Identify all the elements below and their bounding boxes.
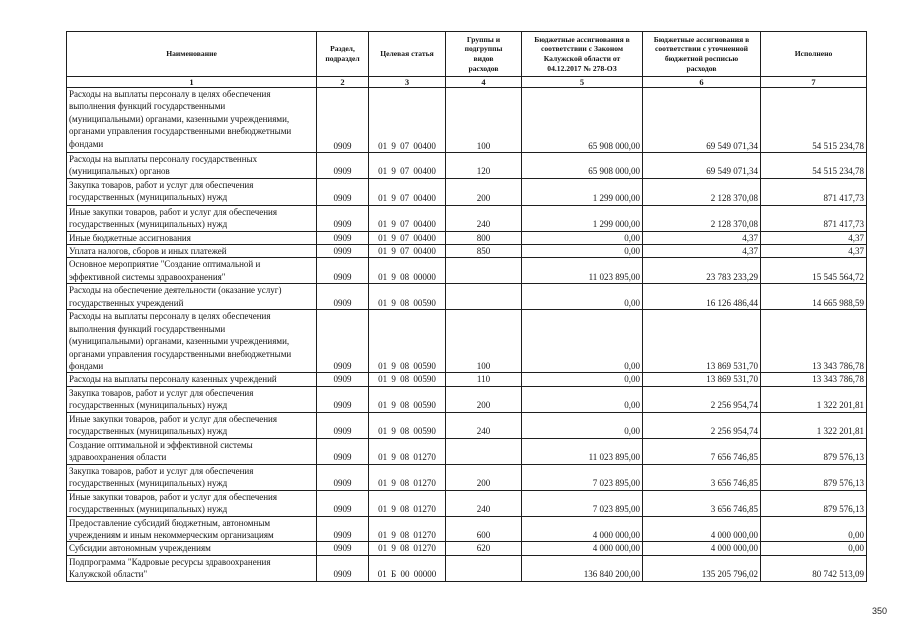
table-row: [67, 88, 867, 153]
column-number: 5: [522, 77, 643, 88]
cell-name: Расходы на выплаты персоналу казенных учреждений: [67, 373, 317, 386]
header-executed: Исполнено: [761, 32, 867, 77]
cell-executed: 871 417,73: [761, 205, 867, 231]
cell-law-allocation: 0,00: [522, 284, 643, 310]
cell-expense-group: 200: [446, 464, 522, 490]
cell-section: 0909: [317, 516, 369, 542]
cell-revised-allocation: 4,37: [643, 231, 761, 244]
cell-section: 0909: [317, 412, 369, 438]
cell-law-allocation: 0,00: [522, 373, 643, 386]
cell-section: 0909: [317, 284, 369, 310]
cell-revised-allocation: 2 256 954,74: [643, 412, 761, 438]
cell-executed: 0,00: [761, 516, 867, 542]
cell-expense-group: 200: [446, 178, 522, 205]
cell-name: Закупка товаров, работ и услуг для обеспечения государственных (муниципальных) нужд: [67, 386, 317, 412]
cell-name: Расходы на выплаты персоналу государственных (муниципальных) органов: [67, 153, 317, 179]
cell-expense-group: 240: [446, 412, 522, 438]
cell-expense-group: [446, 555, 522, 581]
cell-target-article: 01 9 08 00590: [369, 412, 446, 438]
cell-revised-allocation: 4,37: [643, 245, 761, 258]
cell-executed: 0,00: [761, 542, 867, 555]
table-row: [67, 386, 867, 412]
cell-revised-allocation: 69 549 071,34: [643, 153, 761, 179]
cell-law-allocation: 0,00: [522, 231, 643, 244]
cell-section: 0909: [317, 438, 369, 464]
table-row: [67, 412, 867, 438]
cell-target-article: 01 9 07 00400: [369, 205, 446, 231]
column-number: 1: [67, 77, 317, 88]
cell-executed: 80 742 513,09: [761, 555, 867, 581]
cell-revised-allocation: 4 000 000,00: [643, 542, 761, 555]
cell-name: Подпрограмма "Кадровые ресурсы здравоохранения Калужской области": [67, 555, 317, 581]
table-row: [67, 178, 867, 205]
cell-executed: 4,37: [761, 231, 867, 244]
cell-law-allocation: 136 840 200,00: [522, 555, 643, 581]
cell-section: 0909: [317, 178, 369, 205]
header-revised-allocation: Бюджетные ассигнования в соответствии с уточненной бюджетной росписью расходов: [643, 32, 761, 77]
cell-expense-group: 240: [446, 490, 522, 516]
cell-executed: 15 545 564,72: [761, 258, 867, 284]
cell-name: Субсидии автономным учреждениям: [67, 542, 317, 555]
cell-name: Закупка товаров, работ и услуг для обеспечения государственных (муниципальных) нужд: [67, 464, 317, 490]
cell-law-allocation: 7 023 895,00: [522, 490, 643, 516]
cell-revised-allocation: 2 128 370,08: [643, 178, 761, 205]
header-section: Раздел, подраздел: [317, 32, 369, 77]
cell-target-article: 01 9 08 01270: [369, 464, 446, 490]
cell-law-allocation: 65 908 000,00: [522, 88, 643, 153]
table-body: [67, 88, 867, 582]
table-row: [67, 310, 867, 373]
cell-executed: 879 576,13: [761, 438, 867, 464]
cell-name: Предоставление субсидий бюджетным, автономным учреждениям и иным некоммерческим организациям: [67, 516, 317, 542]
cell-law-allocation: 1 299 000,00: [522, 178, 643, 205]
cell-section: 0909: [317, 555, 369, 581]
table-row: [67, 542, 867, 555]
cell-target-article: 01 9 08 00590: [369, 310, 446, 373]
cell-target-article: 01 9 08 01270: [369, 438, 446, 464]
cell-law-allocation: 0,00: [522, 412, 643, 438]
cell-executed: 879 576,13: [761, 464, 867, 490]
header-expense-group: Группы и подгруппы видов расходов: [446, 32, 522, 77]
cell-name: Иные закупки товаров, работ и услуг для обеспечения государственных (муниципальных) нужд: [67, 205, 317, 231]
table-row: [67, 153, 867, 179]
cell-name: Уплата налогов, сборов и иных платежей: [67, 245, 317, 258]
cell-law-allocation: 4 000 000,00: [522, 542, 643, 555]
cell-target-article: 01 9 07 00400: [369, 88, 446, 153]
table-row: [67, 438, 867, 464]
cell-name: Закупка товаров, работ и услуг для обеспечения государственных (муниципальных) нужд: [67, 178, 317, 205]
cell-target-article: 01 9 07 00400: [369, 231, 446, 244]
cell-revised-allocation: 4 000 000,00: [643, 516, 761, 542]
cell-target-article: 01 9 07 00400: [369, 245, 446, 258]
cell-section: 0909: [317, 231, 369, 244]
column-number-row: [67, 77, 867, 88]
header-law-allocation: Бюджетные ассигнования в соответствии с Законом Калужской области от 04.12.2017 № 278-ОЗ: [522, 32, 643, 77]
cell-revised-allocation: 3 656 746,85: [643, 490, 761, 516]
table-row: [67, 258, 867, 284]
cell-name: Расходы на выплаты персоналу в целях обеспечения выполнения функций государственными (муниципальными) органами, казенными учреждениями, органами управления государственными внебюджетными фондами: [67, 88, 317, 153]
table-row: [67, 516, 867, 542]
column-number: 4: [446, 77, 522, 88]
cell-name: Иные закупки товаров, работ и услуг для обеспечения государственных (муниципальных) нужд: [67, 412, 317, 438]
header-name: Наименование: [67, 32, 317, 77]
cell-expense-group: 240: [446, 205, 522, 231]
cell-revised-allocation: 7 656 746,85: [643, 438, 761, 464]
cell-target-article: 01 9 07 00400: [369, 153, 446, 179]
cell-law-allocation: 7 023 895,00: [522, 464, 643, 490]
cell-name: Расходы на выплаты персоналу в целях обеспечения выполнения функций государственными (муниципальными) органами, казенными учреждениями, органами управления государственными внебюджетными фондами: [67, 310, 317, 373]
cell-target-article: 01 9 08 01270: [369, 516, 446, 542]
header-row: [67, 32, 867, 77]
table-row: [67, 205, 867, 231]
header-target-article: Целевая статья: [369, 32, 446, 77]
cell-section: 0909: [317, 310, 369, 373]
table-row: [67, 231, 867, 244]
cell-revised-allocation: 135 205 796,02: [643, 555, 761, 581]
cell-revised-allocation: 69 549 071,34: [643, 88, 761, 153]
column-number: 6: [643, 77, 761, 88]
cell-law-allocation: 11 023 895,00: [522, 438, 643, 464]
cell-expense-group: [446, 284, 522, 310]
cell-expense-group: [446, 258, 522, 284]
page-number: 350: [872, 606, 888, 616]
cell-section: 0909: [317, 205, 369, 231]
cell-expense-group: 850: [446, 245, 522, 258]
cell-expense-group: 100: [446, 310, 522, 373]
table-row: [67, 555, 867, 581]
cell-target-article: 01 9 08 01270: [369, 542, 446, 555]
cell-revised-allocation: 2 256 954,74: [643, 386, 761, 412]
cell-target-article: 01 9 08 00000: [369, 258, 446, 284]
cell-expense-group: 100: [446, 88, 522, 153]
cell-executed: 1 322 201,81: [761, 412, 867, 438]
cell-law-allocation: 11 023 895,00: [522, 258, 643, 284]
cell-name: Основное мероприятие "Создание оптимальной и эффективной системы здравоохранения": [67, 258, 317, 284]
cell-target-article: 01 9 08 00590: [369, 373, 446, 386]
cell-section: 0909: [317, 258, 369, 284]
cell-expense-group: 620: [446, 542, 522, 555]
cell-executed: 14 665 988,59: [761, 284, 867, 310]
table-row: [67, 490, 867, 516]
column-number: 2: [317, 77, 369, 88]
cell-revised-allocation: 23 783 233,29: [643, 258, 761, 284]
cell-executed: 4,37: [761, 245, 867, 258]
cell-section: 0909: [317, 490, 369, 516]
cell-section: 0909: [317, 386, 369, 412]
cell-expense-group: 800: [446, 231, 522, 244]
cell-executed: 879 576,13: [761, 490, 867, 516]
cell-executed: 13 343 786,78: [761, 310, 867, 373]
cell-law-allocation: 0,00: [522, 386, 643, 412]
budget-table: [66, 31, 867, 582]
cell-name: Иные бюджетные ассигнования: [67, 231, 317, 244]
cell-revised-allocation: 2 128 370,08: [643, 205, 761, 231]
cell-executed: 1 322 201,81: [761, 386, 867, 412]
cell-target-article: 01 9 08 00590: [369, 284, 446, 310]
column-number: 7: [761, 77, 867, 88]
cell-expense-group: 110: [446, 373, 522, 386]
cell-section: 0909: [317, 88, 369, 153]
cell-name: Иные закупки товаров, работ и услуг для обеспечения государственных (муниципальных) нужд: [67, 490, 317, 516]
cell-law-allocation: 65 908 000,00: [522, 153, 643, 179]
cell-executed: 13 343 786,78: [761, 373, 867, 386]
cell-revised-allocation: 3 656 746,85: [643, 464, 761, 490]
cell-revised-allocation: 13 869 531,70: [643, 373, 761, 386]
cell-target-article: 01 9 08 01270: [369, 490, 446, 516]
cell-section: 0909: [317, 373, 369, 386]
table-row: [67, 245, 867, 258]
table-row: [67, 373, 867, 386]
cell-executed: 54 515 234,78: [761, 88, 867, 153]
cell-law-allocation: 1 299 000,00: [522, 205, 643, 231]
cell-executed: 54 515 234,78: [761, 153, 867, 179]
table-header: [67, 32, 867, 88]
cell-name: Расходы на обеспечение деятельности (оказание услуг) государственных учреждений: [67, 284, 317, 310]
cell-law-allocation: 4 000 000,00: [522, 516, 643, 542]
cell-revised-allocation: 16 126 486,44: [643, 284, 761, 310]
table-row: [67, 464, 867, 490]
cell-section: 0909: [317, 153, 369, 179]
cell-section: 0909: [317, 245, 369, 258]
cell-target-article: 01 Б 00 00000: [369, 555, 446, 581]
cell-target-article: 01 9 07 00400: [369, 178, 446, 205]
cell-expense-group: 120: [446, 153, 522, 179]
cell-revised-allocation: 13 869 531,70: [643, 310, 761, 373]
table-row: [67, 284, 867, 310]
cell-law-allocation: 0,00: [522, 310, 643, 373]
cell-law-allocation: 0,00: [522, 245, 643, 258]
cell-section: 0909: [317, 542, 369, 555]
cell-expense-group: 200: [446, 386, 522, 412]
cell-expense-group: 600: [446, 516, 522, 542]
cell-executed: 871 417,73: [761, 178, 867, 205]
cell-expense-group: [446, 438, 522, 464]
cell-name: Создание оптимальной и эффективной системы здравоохранения области: [67, 438, 317, 464]
cell-target-article: 01 9 08 00590: [369, 386, 446, 412]
cell-section: 0909: [317, 464, 369, 490]
column-number: 3: [369, 77, 446, 88]
